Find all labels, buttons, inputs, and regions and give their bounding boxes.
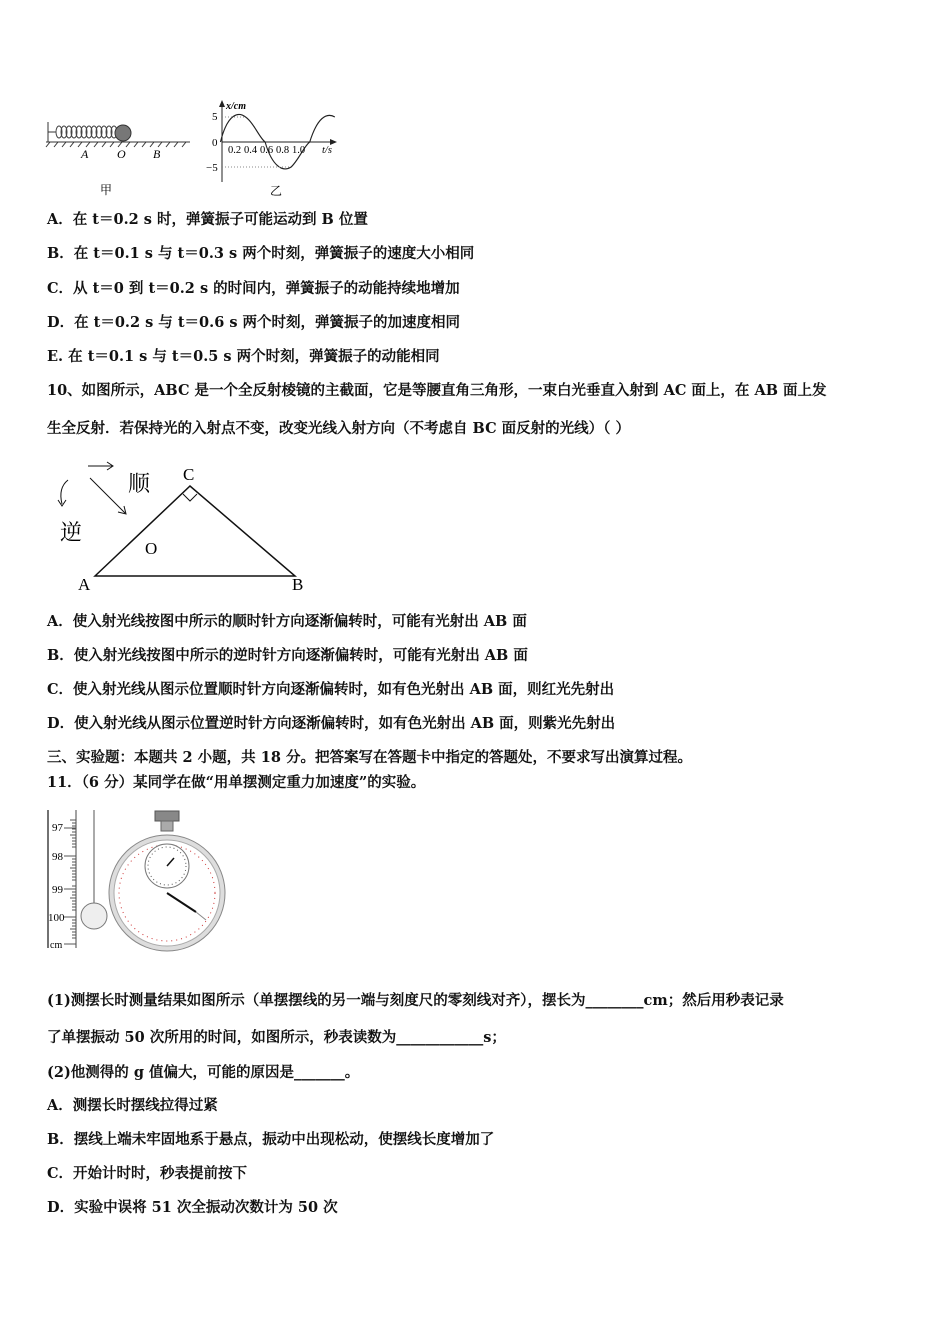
q10-option-b: B．使入射光线按图中所示的逆时针方向逐渐偏转时，可能有光射出 AB 面	[47, 647, 528, 664]
x-tick: 0.6	[260, 145, 274, 156]
x-axis-label: t/s	[322, 145, 332, 156]
q11-option-d: D．实验中误将 51 次全振动次数计为 50 次	[47, 1199, 338, 1216]
y-tick: 5	[212, 111, 218, 123]
point-a-label: A	[81, 147, 89, 161]
y-axis-label: x/cm	[226, 101, 246, 112]
q10-option-c: C．使入射光线从图示位置顺时针方向逐渐偏转时，如有色光射出 AB 面，则红光先射出	[47, 681, 615, 698]
x-tick: 0.2	[228, 145, 242, 156]
q11-part2: (2)他测得的 g 值偏大，可能的原因是_______。	[47, 1064, 360, 1081]
prism-figure	[50, 458, 320, 598]
vertex-c-label: C	[183, 465, 195, 484]
ruler-tick: 98	[52, 851, 63, 863]
counterclockwise-label: 逆	[60, 520, 83, 545]
x-tick: 1.0	[292, 145, 306, 156]
ruler-tick: 97	[52, 822, 63, 834]
q9-option-a: A．在 t＝0.2 s 时，弹簧振子可能运动到 B 位置	[47, 211, 368, 228]
point-o-label: O	[117, 147, 126, 161]
vertex-a-label: A	[78, 575, 91, 594]
q11-part1-line1: (1)测摆长时测量结果如图所示（单摆摆线的另一端与刻度尺的零刻线对齐），摆长为________cm；然后用秒表记录	[47, 992, 784, 1009]
displacement-time-graph	[200, 98, 350, 200]
q10-option-a: A．使入射光线按图中所示的顺时针方向逐渐偏转时，可能有光射出 AB 面	[47, 613, 527, 630]
ruler-pendulum-figure	[44, 808, 114, 953]
y-tick: 0	[212, 137, 218, 149]
stopwatch-icon	[108, 808, 228, 958]
ruler-tick: 99	[52, 884, 63, 896]
figure-caption-yi: 乙	[270, 184, 283, 198]
vertex-b-label: B	[292, 575, 304, 594]
q11-part1-line2: 了单摆振动 50 次所用的时间，如图所示，秒表读数为____________s；	[47, 1029, 506, 1046]
point-o-label: O	[145, 539, 158, 558]
q11-option-a: A．测摆长时摆线拉得过紧	[47, 1097, 218, 1114]
clockwise-label: 顺	[128, 471, 151, 496]
x-tick: 0.4	[244, 145, 258, 156]
q10-stem-line2: 生全反射．若保持光的入射点不变，改变光线入射方向（不考虑自 BC 面反射的光线）（ ）	[47, 420, 630, 437]
q10-option-d: D．使入射光线从图示位置逆时针方向逐渐偏转时，如有色光射出 AB 面，则紫光先射出	[47, 715, 616, 732]
ruler-tick: 100	[48, 912, 65, 924]
q10-stem-line1: 10、如图所示，ABC 是一个全反射棱镜的主截面，它是等腰直角三角形，一束白光垂直入射到 AC 面上，在 AB 面上发	[47, 382, 827, 399]
q11-option-c: C．开始计时时，秒表提前按下	[47, 1165, 248, 1182]
q9-option-c: C．从 t＝0 到 t＝0.2 s 的时间内，弹簧振子的动能持续地增加	[47, 280, 460, 297]
q9-option-d: D．在 t＝0.2 s 与 t＝0.6 s 两个时刻，弹簧振子的加速度相同	[47, 314, 461, 331]
section-3-heading: 三、实验题：本题共 2 小题，共 18 分。把答案写在答题卡中指定的答题处，不要求写出演算过程。	[47, 749, 692, 766]
q11-title: 11．（6 分）某同学在做“用单摆测定重力加速度”的实验。	[47, 774, 426, 791]
point-b-label: B	[153, 147, 161, 161]
q9-option-e: E. 在 t＝0.1 s 与 t＝0.5 s 两个时刻，弹簧振子的动能相同	[47, 348, 440, 365]
spring-oscillator-figure	[44, 110, 194, 200]
q11-option-b: B．摆线上端未牢固地系于悬点，振动中出现松动，使摆线长度增加了	[47, 1131, 495, 1148]
ruler-unit: cm	[50, 940, 63, 951]
y-tick: −5	[206, 162, 218, 174]
q9-option-b: B．在 t＝0.1 s 与 t＝0.3 s 两个时刻，弹簧振子的速度大小相同	[47, 245, 475, 262]
x-tick: 0.8	[276, 145, 290, 156]
figure-caption-jia: 甲	[100, 183, 113, 197]
